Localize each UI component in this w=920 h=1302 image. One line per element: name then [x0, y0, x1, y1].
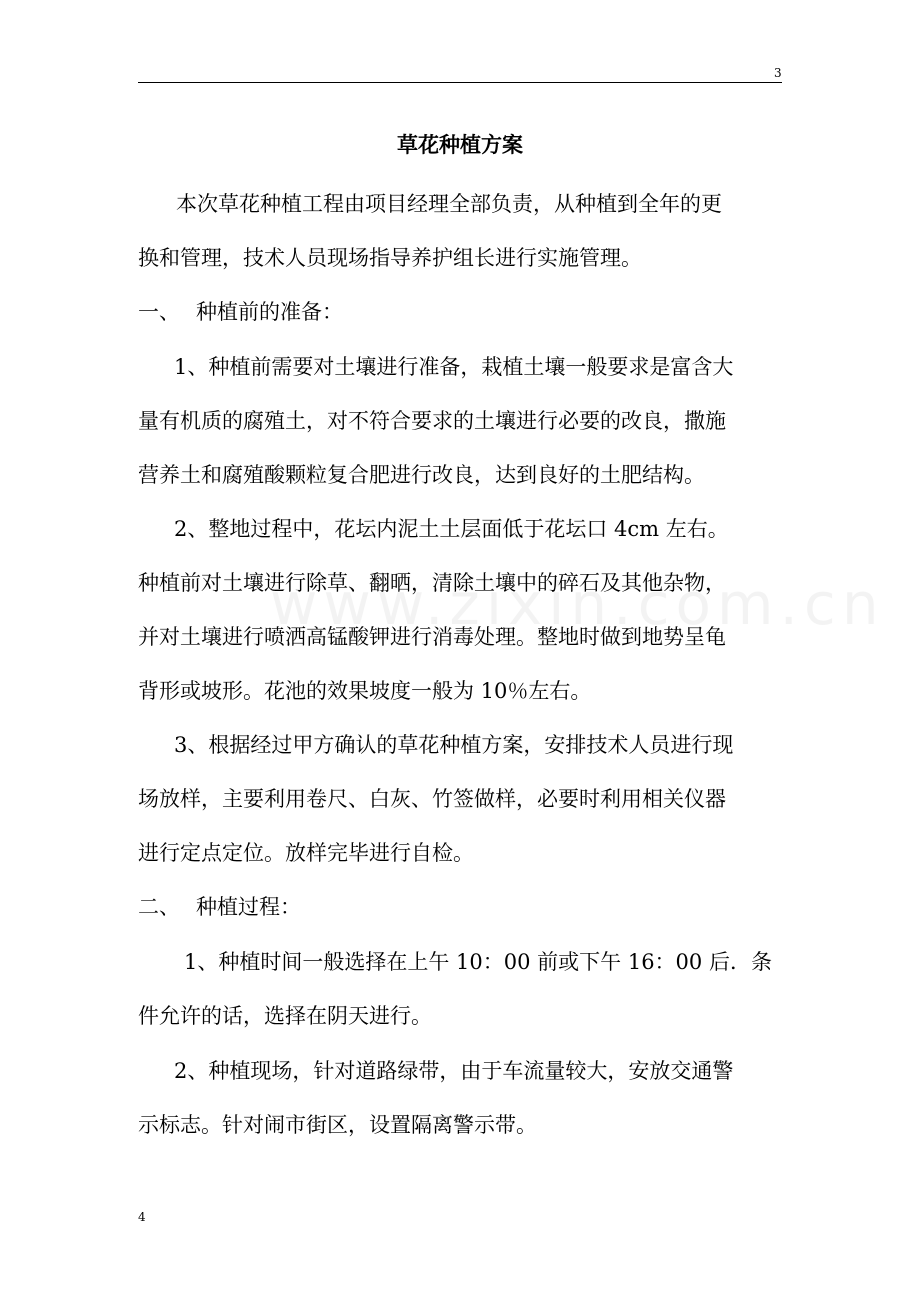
- text-line: 1、种植前需要对土壤进行准备，栽植土壤一般要求是富含大: [174, 355, 734, 379]
- paragraph-2-2: [138, 1044, 784, 1152]
- text-line: 2、种植现场，针对道路绿带，由于车流量较大，安放交通警: [174, 1059, 734, 1083]
- section-heading-2: [138, 880, 784, 934]
- text-line: 种植前对土壤进行除草、翻晒，清除土壤中的碎石及其他杂物，: [138, 571, 726, 595]
- text-line: 本次草花种植工程由项目经理全部负责，从种植到全年的更: [176, 192, 722, 216]
- text-line: 场放样，主要利用卷尺、白灰、竹签做样，必要时利用相关仪器: [138, 787, 726, 811]
- paragraph-1-2: [138, 502, 784, 718]
- text-line: 并对土壤进行喷洒高锰酸钾进行消毒处理。整地时做到地势呈龟: [138, 625, 726, 649]
- header-page-number: 3: [774, 66, 782, 80]
- header-rule: [138, 82, 782, 83]
- section-number: 二、: [138, 895, 180, 919]
- intro-paragraph: [138, 177, 784, 285]
- text-line: 件允许的话，选择在阴天进行。: [138, 1004, 432, 1028]
- paragraph-2-1: [138, 935, 784, 1043]
- document-title: 草花种植方案: [397, 133, 523, 157]
- paragraph-1-3: [138, 718, 784, 880]
- section-title: 种植过程：: [196, 895, 301, 919]
- text-line: 量有机质的腐殖土，对不符合要求的土壤进行必要的改良，撒施: [138, 409, 726, 433]
- section-number: 一、: [138, 300, 180, 324]
- text-line: 换和管理，技术人员现场指导养护组长进行实施管理。: [138, 246, 642, 270]
- section-title: 种植前的准备：: [196, 300, 343, 324]
- text-line: 1、种植时间一般选择在上午 10：00 前或下午 16：00 后．条: [184, 950, 772, 974]
- text-line: 2、整地过程中，花坛内泥土土层面低于花坛口 4cm 左右。: [174, 517, 729, 541]
- text-line: 进行定点定位。放样完毕进行自检。: [138, 841, 474, 865]
- text-line: 背形或坡形。花池的效果坡度一般为 10％左右。: [138, 679, 592, 703]
- text-line: 3、根据经过甲方确认的草花种植方案，安排技术人员进行现: [174, 733, 734, 757]
- footer-page-number: 4: [138, 1210, 146, 1224]
- paragraph-1-1: [138, 340, 784, 502]
- section-heading-1: [138, 285, 784, 339]
- text-line: 营养土和腐殖酸颗粒复合肥进行改良，达到良好的土肥结构。: [138, 463, 705, 487]
- text-line: 示标志。针对闹市街区，设置隔离警示带。: [138, 1113, 537, 1137]
